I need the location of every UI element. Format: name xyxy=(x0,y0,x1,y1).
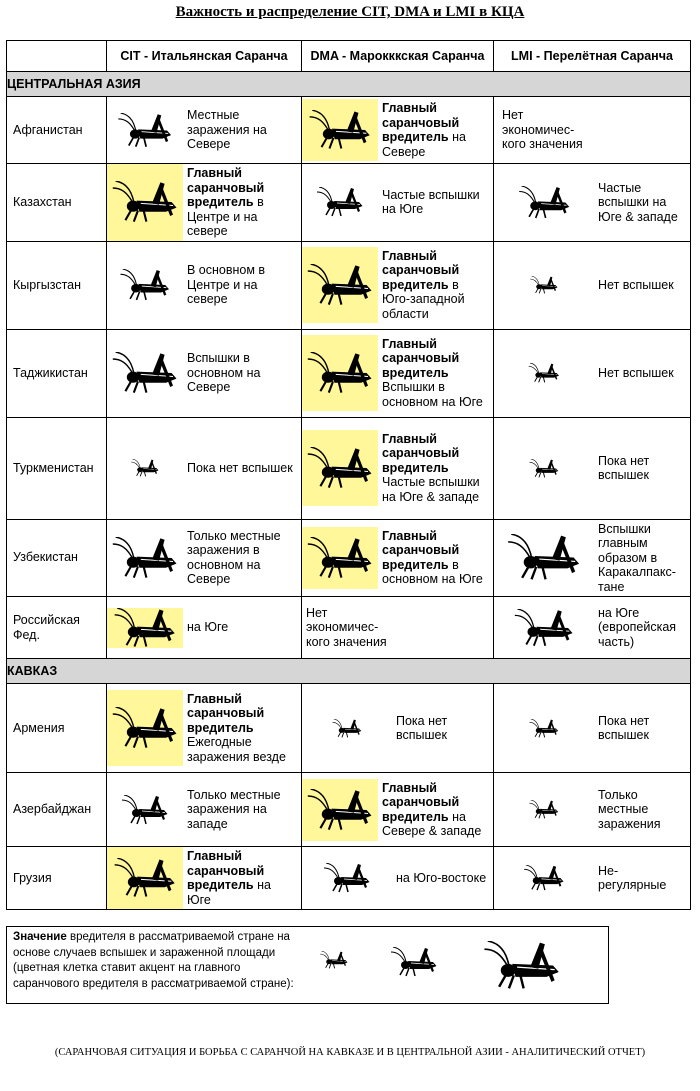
table-row: Таджикистан Вспышки в основном на Севере Главный саранчовый вредитель Вспышки в основном на Юге Нет вспышек xyxy=(7,329,691,417)
grasshopper-icon-medium xyxy=(389,947,439,977)
grasshopper-icon xyxy=(494,179,594,227)
country-name: Таджикистан xyxy=(7,329,107,417)
grasshopper-icon xyxy=(107,459,183,478)
country-name: Узбекистан xyxy=(7,519,107,597)
country-name: Афганистан xyxy=(7,97,107,164)
grasshopper-icon xyxy=(107,690,183,767)
grasshopper-icon xyxy=(302,779,378,841)
grasshopper-icon xyxy=(107,349,183,397)
grasshopper-icon xyxy=(107,261,183,309)
table-row: Российская Фед. на Юге Нет экономичес-кого значения на Юге (европейская часть) xyxy=(7,597,691,659)
header-lmi: LMI - Перелётная Саранча xyxy=(494,41,691,72)
legend-box xyxy=(6,926,609,1004)
grasshopper-icon xyxy=(107,786,183,834)
grasshopper-icon xyxy=(494,712,594,745)
grasshopper-icon xyxy=(302,863,392,893)
grasshopper-icon-large xyxy=(481,941,563,990)
grasshopper-icon xyxy=(494,363,594,383)
grasshopper-icon xyxy=(494,276,594,295)
grasshopper-icon xyxy=(302,247,378,324)
grasshopper-icon xyxy=(107,608,183,648)
region-title: КАВКАЗ xyxy=(7,659,691,684)
grasshopper-icon xyxy=(494,452,594,485)
header-country xyxy=(7,41,107,72)
table-row: Азербайджан Только местные заражения на западе Главный саранчовый вредитель на Севере & западе Только местные заражения xyxy=(7,773,691,847)
table-row: Афганистан Местные заражения на Севере Главный саранчовый вредитель на Севере Нет экономичес-кого значения xyxy=(7,97,691,164)
header-cit: CIT - Итальянская Саранча xyxy=(107,41,302,72)
table-row: Казахстан Главный саранчовый вредитель в Центре и на севере Частые вспышки на Юге Частые вспышки на Юге & западе xyxy=(7,164,691,242)
country-name: Российская Фед. xyxy=(7,597,107,659)
grasshopper-icon xyxy=(107,106,183,154)
grasshopper-icon xyxy=(494,520,594,597)
region-row-caucasus xyxy=(7,659,691,684)
locust-table xyxy=(6,40,691,910)
grasshopper-icon-small xyxy=(319,951,349,969)
table-row: Туркменистан Пока нет вспышек Главный саранчовый вредитель Частые вспышки на Юге & западе Пока нет вспышек xyxy=(7,417,691,519)
table-row: Кыргызстан В основном в Центре и на севере Главный саранчовый вредитель в Юго-западной области Нет вспышек xyxy=(7,241,691,329)
grasshopper-icon xyxy=(107,527,183,589)
grasshopper-icon xyxy=(494,862,594,895)
table-row: Армения Главный саранчовый вредитель Ежегодные заражения везде Пока нет вспышек Пока нет вспышек xyxy=(7,684,691,773)
footer-source: (САРАНЧОВАЯ СИТУАЦИЯ И БОРЬБА С САРАНЧОЙ НА КАВКАЗЕ И В ЦЕНТРАЛЬНОЙ АЗИИ - АНАЛИТИЧЕСКИЙ ОТЧЕТ) xyxy=(54,1047,646,1058)
table-row: Грузия Главный саранчовый вредитель на Юге на Юго-востоке Не-регулярные xyxy=(7,847,691,910)
grasshopper-icon xyxy=(494,604,594,652)
country-name: Казахстан xyxy=(7,164,107,242)
grasshopper-icon xyxy=(302,335,378,412)
grasshopper-icon xyxy=(302,712,392,745)
grasshopper-icon xyxy=(302,99,378,161)
grasshopper-icon xyxy=(107,847,183,909)
grasshopper-icon xyxy=(494,786,594,834)
country-name: Армения xyxy=(7,684,107,773)
grasshopper-icon xyxy=(107,164,183,241)
country-name: Туркменистан xyxy=(7,417,107,519)
header-dma: DMA - Марокккская Саранча xyxy=(302,41,494,72)
page-title: Важность и распределение CIT, DMA и LMI в КЦА xyxy=(175,4,525,20)
grasshopper-icon xyxy=(302,430,378,507)
country-name: Кыргызстан xyxy=(7,241,107,329)
country-name: Азербайджан xyxy=(7,773,107,847)
country-name: Грузия xyxy=(7,847,107,910)
region-title: ЦЕНТРАЛЬНАЯ АЗИЯ xyxy=(7,72,691,97)
grasshopper-icon xyxy=(302,186,378,219)
legend-text: Значение вредителя в рассматриваемой стране на основе случаев вспышек и зараженной площади (цветная клетка ставит акцент на главного саранчового вредителя в рассматриваемой стране): xyxy=(13,931,294,990)
region-row-central-asia xyxy=(7,72,691,97)
table-row: Узбекистан Только местные заражения в основном на Севере Главный саранчовый вредитель в основном на Юге Вспышки главным образом в Каракалпакс-тане xyxy=(7,519,691,597)
table-header-row xyxy=(7,41,691,72)
grasshopper-icon xyxy=(302,527,378,589)
